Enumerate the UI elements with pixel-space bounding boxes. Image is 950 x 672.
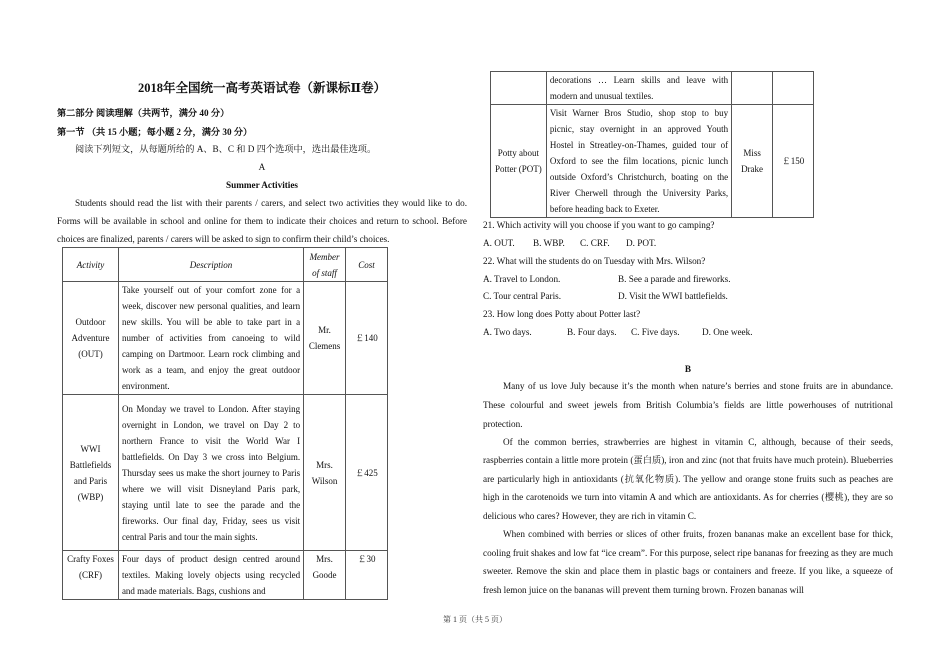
option: B. See a parade and fireworks. bbox=[618, 274, 731, 284]
passage-b-paragraph: Of the common berries, strawberries are highest in vitamin C, although, because of their seeds, raspberries contain a little more protein (蛋白质), iron and zinc (not that fruits have much protein). Blueberries are particularly high in antioxidants (抗氧化物质). The yellow and orange stone fruits such as peaches are high in the carotenoids we turn into vitamin A and which are antioxidants. As for cherries (樱桃), they are so delicious who cares? However, they are rich in vitamin C. bbox=[483, 437, 893, 521]
section-heading: 第一节 （共 15 小题；每小题 2 分，满分 30 分） bbox=[57, 127, 253, 137]
table-row bbox=[63, 282, 388, 395]
table-row bbox=[491, 72, 814, 105]
activity-cell: Outdoor Adventure (OUT) bbox=[63, 282, 119, 395]
staff-cell bbox=[732, 72, 773, 105]
question-21: 21. Which activity will you choose if you want to go camping? bbox=[483, 220, 715, 230]
activity-cell: WWI Battlefields and Paris (WBP) bbox=[63, 395, 119, 551]
table-header-row bbox=[63, 248, 388, 282]
cost-cell: ￡425 bbox=[346, 395, 388, 551]
instruction: 阅读下列短文，从每题所给的 A、B、C 和 D 四个选项中，选出最佳选项。 bbox=[75, 144, 377, 154]
option: A. Travel to London. bbox=[483, 274, 561, 284]
header-activity: Activity bbox=[63, 248, 119, 282]
activity-cell: Crafty Foxes (CRF) bbox=[63, 551, 119, 600]
passage-b-paragraph: When combined with berries or slices of other fruits, frozen bananas make an excellent base for thick, cooling fruit shakes and low fat “ice cream”. For this purpose, select ripe bananas for freezing as they are much sweeter. Remove the skin and place them in plastic bags or containers and freeze. If you like, a squeeze of fresh lemon juice on the bananas will prevent them turning brown. Frozen bananas will bbox=[483, 529, 893, 595]
option: B. Four days. bbox=[567, 327, 617, 337]
activities-table bbox=[62, 247, 388, 600]
description-cell: decorations … Learn skills and leave with modern and unusual textiles. bbox=[546, 72, 731, 105]
part-heading: 第二部分 阅读理解（共两节，满分 40 分） bbox=[57, 108, 230, 118]
staff-cell: Mrs. Goode bbox=[304, 551, 346, 600]
option: A. OUT. bbox=[483, 238, 515, 248]
cost-cell: ￡150 bbox=[773, 105, 814, 218]
option: D. Visit the WWI battlefields. bbox=[618, 291, 728, 301]
staff-cell: Miss Drake bbox=[732, 105, 773, 218]
passage-a-letter: A bbox=[258, 162, 266, 172]
option: D. POT. bbox=[626, 238, 657, 248]
passage-a-intro: Students should read the list with their parents / carers, and select two activities they would like to do. Forms will be available in school and online for them to indicate their choices and return to school. Before choices are finalized, parents / carers will be asked to sign to confirm their child’s choices. bbox=[57, 198, 467, 244]
option: C. Five days. bbox=[631, 327, 680, 337]
passage-b-letter: B bbox=[684, 364, 692, 374]
description-cell: Take yourself out of your comfort zone for a week, discover new personal qualities, and learn new skills. You will be able to take part in a number of activities from canoeing to wild camping on Dartmoor. Learn rock climbing and work as a team, and enjoy the great outdoor environment. bbox=[118, 282, 303, 395]
description-cell: Four days of product design centred around textiles. Making lovely objects using recycled and made materials. Bags, cushions and bbox=[118, 551, 303, 600]
question-21-options bbox=[483, 238, 903, 252]
staff-cell: Mrs. Wilson bbox=[304, 395, 346, 551]
header-cost: Cost bbox=[346, 248, 388, 282]
description-cell: Visit Warner Bros Studio, shop stop to buy picnic, stay overnight in an approved Youth Hostel in Streatley-on-Thames, guided tour of Oxford to see the film locations, picnic lunch outside Oxford’s Christchurch, boating on the River Cherwell through the University Parks, before heading back to Exeter. bbox=[546, 105, 731, 218]
page-footer: 第 1 页（共 5 页） bbox=[443, 615, 507, 624]
passage-b-paragraph: Many of us love July because it’s the month when nature’s berries and stone fruits are in abundance. These colourful and sweet jewels from British Columbia’s fields are little powerhouses of nutritional protection. bbox=[483, 381, 893, 429]
header-staff: Member of staff bbox=[304, 248, 346, 282]
option: C. Tour central Paris. bbox=[483, 291, 562, 301]
question-22-options-2 bbox=[483, 291, 903, 305]
page-title: 2018年全国统一高考英语试卷（新课标Ⅱ卷） bbox=[137, 81, 387, 95]
table-row bbox=[63, 551, 388, 600]
header-description: Description bbox=[118, 248, 303, 282]
staff-cell: Mr. Clemens bbox=[304, 282, 346, 395]
passage-a-heading: Summer Activities bbox=[225, 180, 299, 190]
cost-cell: ￡30 bbox=[346, 551, 388, 600]
question-22: 22. What will the students do on Tuesday with Mrs. Wilson? bbox=[483, 256, 706, 266]
activity-cell bbox=[491, 72, 547, 105]
question-23-options bbox=[483, 327, 903, 341]
question-22-options bbox=[483, 274, 903, 288]
description-cell: On Monday we travel to London. After staying overnight in London, we travel on Day 2 to northern France to visit the World War I battlefields. On Day 3 we cross into Belgium. Thursday sees us make the short journey to Paris where we will visit Disneyland Paris park, staying until late to see the parade and the fireworks. Our final day, Friday, sees us visit central Paris and tour the main sights. bbox=[118, 395, 303, 551]
table-row bbox=[63, 395, 388, 551]
cost-cell bbox=[773, 72, 814, 105]
option: A. Two days. bbox=[483, 327, 532, 337]
option: D. One week. bbox=[702, 327, 753, 337]
table-row bbox=[491, 105, 814, 218]
activities-table-continued bbox=[490, 71, 814, 218]
option: B. WBP. bbox=[533, 238, 565, 248]
activity-cell: Potty about Potter (POT) bbox=[491, 105, 547, 218]
cost-cell: ￡140 bbox=[346, 282, 388, 395]
option: C. CRF. bbox=[580, 238, 610, 248]
question-23: 23. How long does Potty about Potter last? bbox=[483, 309, 641, 319]
